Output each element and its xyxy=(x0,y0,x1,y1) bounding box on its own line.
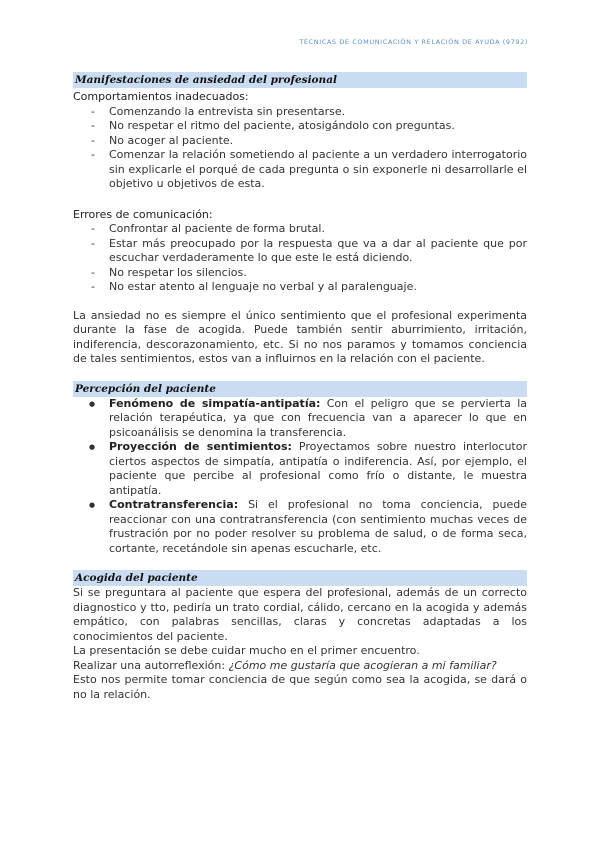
paragraph-acogida-3 xyxy=(73,659,527,674)
list-percepcion xyxy=(73,397,527,557)
definition: Proyectamos sobre nuestro interlocutor ciertos aspectos de simpatía, antipatía o indiferencia. Así, por ejemplo, el paciente que percibe al profesional como frío o distante, le muestra antipatía. xyxy=(109,440,527,497)
list-item: - No acoger al paciente. xyxy=(73,134,527,149)
term: Contratransferencia: xyxy=(109,498,239,511)
running-header: TÉCNICAS DE COMUNICACIÓN Y RELACIÓN DE AYUDA (9792) xyxy=(299,38,528,46)
definition: Si el profesional no toma conciencia, puede reaccionar con una contratransferencia (con sentimiento muchas veces de frustración por no poder resolver su problema de salud, o de forma seca, cortante, recetándole sin apenas escucharle, etc. xyxy=(109,498,527,555)
list-item: - Comenzando la entrevista sin presentarse. xyxy=(73,105,527,120)
list-item: - Comenzar la relación sometiendo al paciente a un verdadero interrogatorio sin explicarle el porqué de cada pregunta o sin exponerle ni desarrollarle el objetivo u objetivos de esta. xyxy=(73,148,527,192)
term: Fenómeno de simpatía-antipatía: xyxy=(109,396,321,410)
paragraph-acogida-1: Si se preguntara al paciente que espera del profesional, además de un correcto diagnostico y tto, pediría un trato cordial, cálido, cercano en la acogida y además empático, con palabras sencillas, claras y concretas adaptadas a los conocimientos del paciente. xyxy=(73,586,527,643)
paragraph-acogida-4: Esto nos permite tomar conciencia de que según como sea la acogida, se dará o no la relación. xyxy=(73,673,527,701)
reflexion-lead: Realizar una autorreflexión: xyxy=(73,658,229,672)
list-item: - No estar atento al lenguaje no verbal y al paralenguaje. xyxy=(73,280,527,295)
list-item: - No respetar el ritmo del paciente, atosigándolo con preguntas. xyxy=(73,119,527,134)
paragraph-ansiedad: La ansiedad no es siempre el único sentimiento que el profesional experimenta durante la fase de acogida. Puede también sentir aburrimiento, irritación, indiferencia, descorazonamiento, etc. Si no nos paramos y tomamos conciencia de tales sentimientos, estos van a influirnos en la relación con el paciente. xyxy=(73,308,527,365)
list-comportamientos xyxy=(73,105,527,192)
list-item: - No respetar los silencios. xyxy=(73,266,527,281)
subheading-errores: Errores de comunicación: xyxy=(73,207,213,221)
list-item: - Confrontar al paciente de forma brutal. xyxy=(73,222,527,237)
definition: Con el peligro que se pervierta la relación terapéutica, ya que con frecuencia van a aparecer lo que en psicoanálisis se denomina la transferencia. xyxy=(109,396,527,439)
subheading-comportamientos: Comportamientos inadecuados: xyxy=(73,90,249,103)
list-item xyxy=(73,498,527,556)
list-item xyxy=(73,397,527,441)
section-title-acogida: Acogida del paciente xyxy=(73,570,527,586)
list-errores xyxy=(73,222,527,295)
section-title-ansiedad: Manifestaciones de ansiedad del profesional xyxy=(73,72,527,88)
paragraph-acogida-2: La presentación se debe cuidar mucho en el primer encuentro. xyxy=(73,644,420,657)
document-body xyxy=(73,72,527,702)
list-item xyxy=(73,440,527,498)
reflexion-question: ¿Cómo me gustaría que acogieran a mi familiar? xyxy=(228,658,497,672)
term: Proyección de sentimientos: xyxy=(109,440,292,453)
section-title-percepcion: Percepción del paciente xyxy=(73,381,527,397)
list-item: - Estar más preocupado por la respuesta que va a dar al paciente que por escuchar verdaderamente lo que este le está diciendo. xyxy=(73,237,527,266)
